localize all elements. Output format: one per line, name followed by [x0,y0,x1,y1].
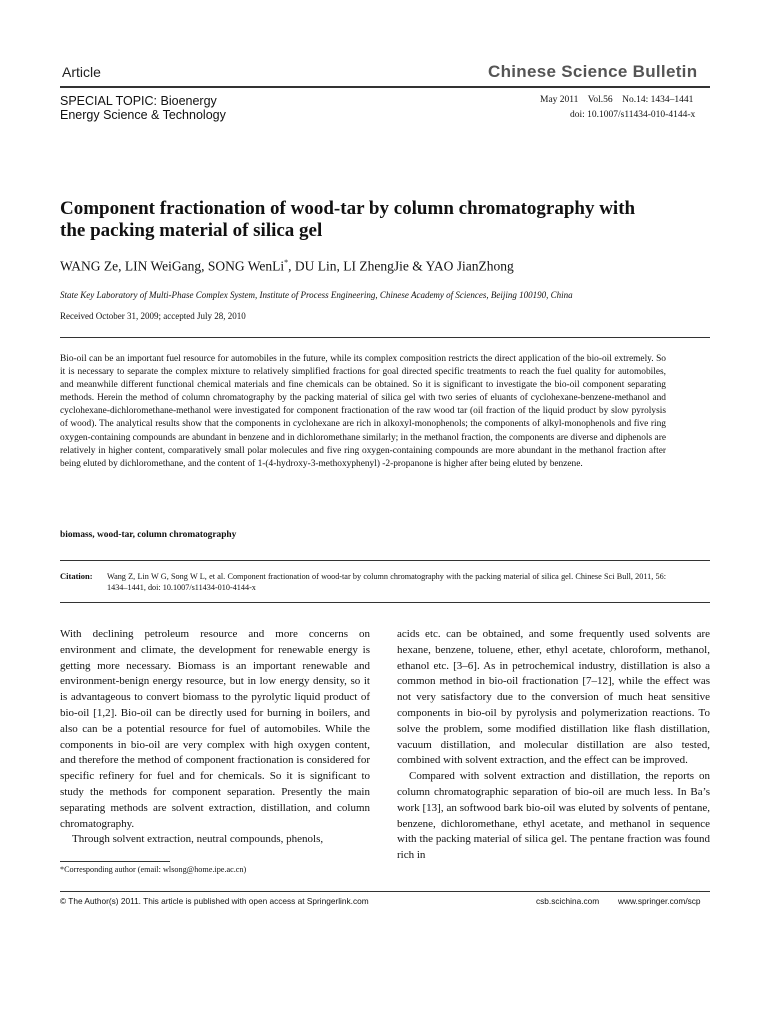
footer-site-springer: www.springer.com/scp [618,896,701,906]
footnote: *Corresponding author (email: wlsong@home.ipe.ac.cn) [60,865,247,874]
body-right-column [397,627,710,864]
right-paragraph-1: acids etc. can be obtained, and some frequently used solvents are hexane, benzene, toluene, ether, ethyl acetate, chloroform, methanol, ethanol etc. [3–6]. As in petrochemical industry, distillation is also a common method in bio-oil fractionation [7–12], while the effect was not very satisfactory due to the conversion of much heat sensitive components in bio-oil by pyrolysis and polymerization reactions. To solve the problem, some modified distillation like flash distillation, vacuum distillation, and molecular distillation are also tested, combined with solvent extraction, and the effect can be improved. [397,628,710,767]
footnote-rule [60,861,170,862]
journal-name: Chinese Science Bulletin [488,62,698,81]
right-paragraph-2: Compared with solvent extraction and distillation, the reports on column chromatographic separation of bio-oil are much less. In Ba’s work [13], an softwood bark bio-oil was eluted by solvents of pentane, benzene, dichloromethane, ethyl acetate, and methanol in sequence with the packing material of silica gel. The pentane fraction was found rich in [397,770,710,862]
authors-first: WANG Ze, LIN WeiGang, SONG WenLi [60,258,285,274]
citation-text: Wang Z, Lin W G, Song W L, et al. Component fractionation of wood-tar by column chromatography with the packing material of silica gel. Chinese Sci Bull, 2011, 56: 1434–1441, doi: 10.1007/s11434-010-4144-x [107,572,666,592]
citation-bottom-rule [60,602,710,603]
received-date: Received October 31, 2009; accepted July 28, 2010 [60,311,246,321]
paper-title: Component fractionation of wood-tar by column chromatography with the packing material of silica gel [60,198,636,241]
header-rule [60,86,710,88]
authors [60,258,710,275]
footer-rule [60,891,710,892]
doi: doi: 10.1007/s11434-010-4144-x [570,110,696,120]
abstract: Bio-oil can be an important fuel resource for automobiles in the future, while its complex composition restricts the direct application of the bio-oil extremely. So it is necessary to separate the complex mixture to relatively simplified fractions for goal directed specific treatments to reach the fuel quality for automobiles, and meanwhile different functional chemical materials and fine chemicals can be obtained. So it is significant to investigate the bio-oil component separating methods. Herein the method of column chromatography by the packing material of silica gel with two series of eluants of cyclohexane-benzene-methanol and cyclohexane-dichloromethane-methanol were investigated for component fractionation of the raw wood tar (oil fraction of the liquid product by slow pyrolysis of wood). The analytical results show that the components in cyclohexane are rich in alkoxyl-monophenols; the components of alkyl-monophenols and five ring oxygen-containing compounds are abundant in benzene and in dichloromethane similarly; in the methanol fraction, the components are diverse and diphenols are relatively in higher content, comparatively small polar molecules and five ring oxygen-containing compounds are more abundant in the methanol fraction after being eluted by dichloromethane, and the content of 1-(4-hydroxy-3-methoxyphenyl) -2-propanone is higher after being eluted by benzene. [60,354,666,469]
copyright-notice: © The Author(s) 2011. This article is published with open access at Springerlink.com [60,896,369,906]
keywords: biomass, wood-tar, column chromatography [60,530,237,540]
citation-label: Citation: [60,571,93,581]
affiliation: State Key Laboratory of Multi-Phase Complex System, Institute of Process Engineering, Chinese Academy of Sciences, Beijing 100190, China [60,290,573,300]
issue-info: May 2011 Vol.56 No.14: 1434–1441 [540,95,694,105]
left-paragraph-1: With declining petroleum resource and more concerns on environment and climate, the development for renewable energy is getting more necessary. Biomass is an important renewable and environment-benign energy resource, but in low energy density, so it is advantageous to convert biomass to the pyrolytic liquid product of bio-oil [1,2]. Bio-oil can be directly used for burning in boilers, and also can be a potential resource for fuel of automobiles. While the components in bio-oil are very complex with high oxygen content, and therefore the method of component fractionation is considered for specific refinery for fuel and for chemicals. So it is significant to study the methods for component separation. Presently the main separating methods are solvent extraction, distillation, and column chromatography. [60,628,370,830]
special-topic: SPECIAL TOPIC: Bioenergy [60,94,217,108]
footer-site-csb: csb.scichina.com [536,896,600,906]
topic-subject: Energy Science & Technology [60,108,226,122]
authors-rest: , DU Lin, LI ZhengJie & YAO JianZhong [288,258,514,274]
article-label: Article [62,64,101,80]
body-left-column [60,627,370,848]
corresponding-mark: * [284,258,289,267]
citation-top-rule [60,560,710,561]
left-paragraph-2: Through solvent extraction, neutral compounds, phenols, [72,833,324,846]
abstract-top-rule [60,337,710,338]
